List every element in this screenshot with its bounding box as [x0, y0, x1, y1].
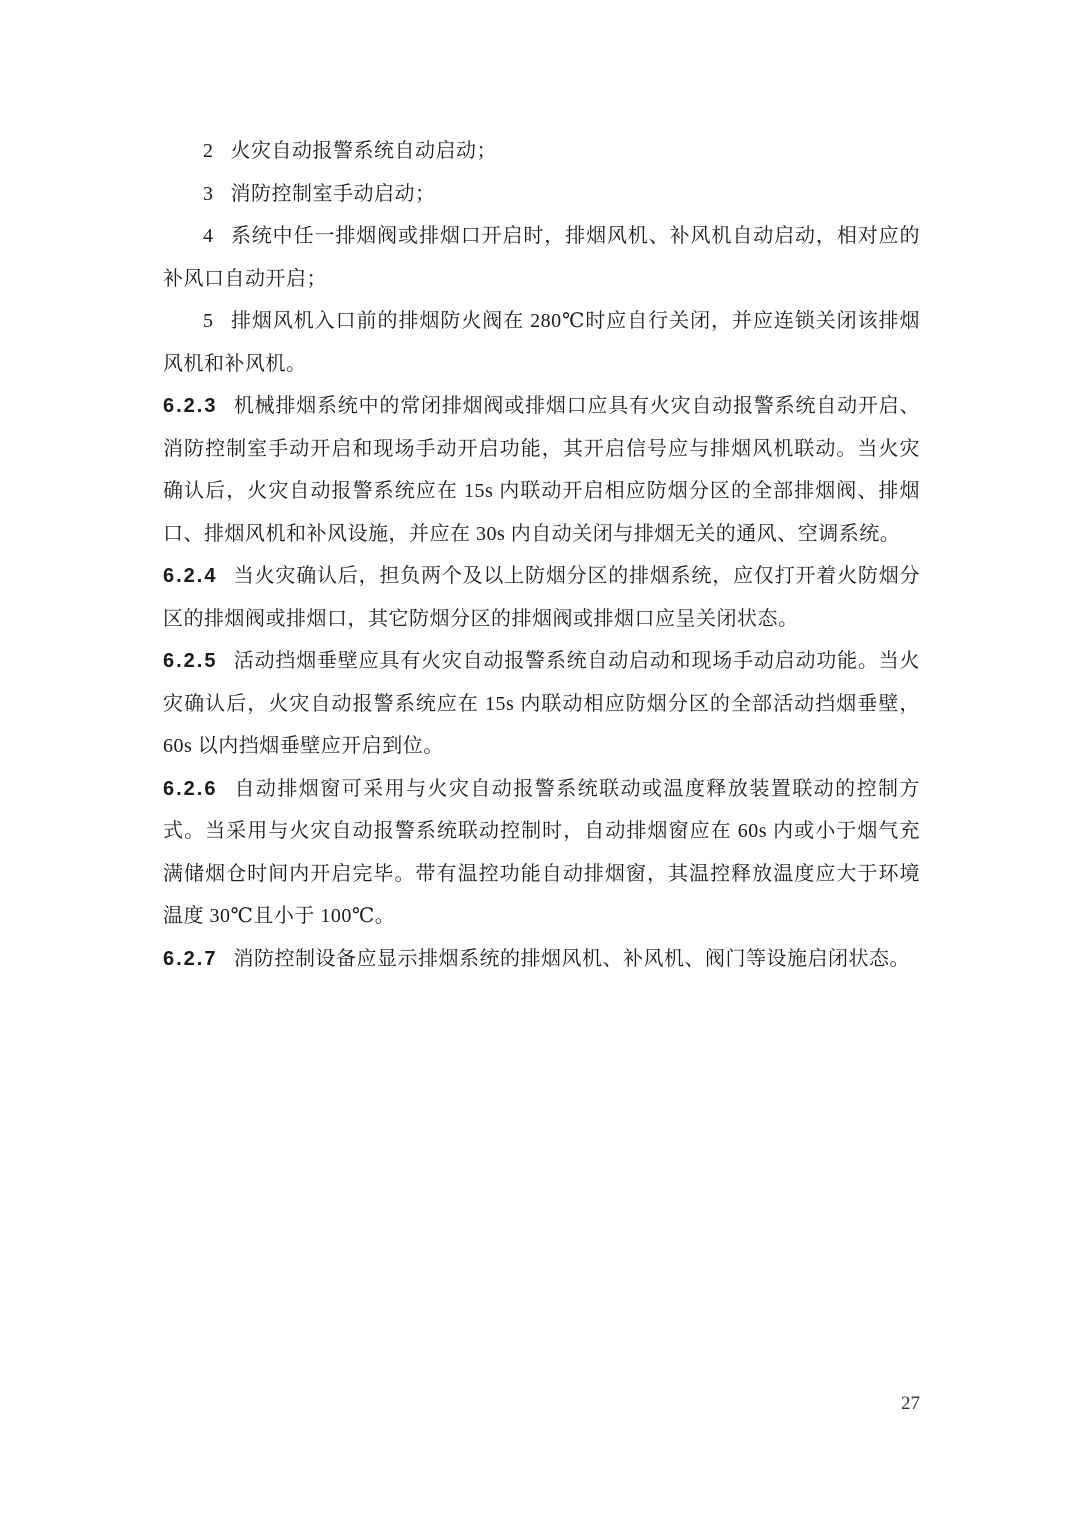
section-number: 6.2.5	[163, 650, 218, 672]
page-footer	[163, 1393, 920, 1415]
section-number: 6.2.6	[163, 777, 218, 800]
section-text: 自动排烟窗可采用与火灾自动报警系统联动或温度释放装置联动的控制方式。当采用与火灾自动报警系统联动控制时，自动排烟窗应在 60s 内或小于烟气充满储烟仓时间内开启完毕。带有温控功能自动排烟窗，其温控释放温度应大于环境温度 30℃且小于 100℃。	[163, 777, 920, 927]
clause-item-text: 排烟风机入口前的排烟防火阀在 280℃时应自行关闭，并应连锁关闭该排烟风机和补风机。	[163, 310, 920, 375]
clause-item	[163, 300, 920, 385]
clause-item-number: 4	[203, 225, 214, 247]
clause-item	[163, 130, 920, 173]
clause-item-number: 3	[203, 182, 214, 205]
section-paragraph	[163, 555, 920, 640]
section-paragraph	[163, 640, 920, 768]
section-number: 6.2.3	[163, 395, 218, 417]
section-paragraph	[163, 768, 920, 938]
section-number: 6.2.7	[163, 947, 218, 970]
section-text: 活动挡烟垂壁应具有火灾自动报警系统自动启动和现场手动启动功能。当火灾确认后，火灾自动报警系统应在 15s 内联动相应防烟分区的全部活动挡烟垂壁，60s 以内挡烟垂壁应开启到位。	[163, 650, 920, 757]
section-text: 消防控制设备应显示排烟系统的排烟风机、补风机、阀门等设施启闭状态。	[233, 947, 910, 970]
section-text: 当火灾确认后，担负两个及以上防烟分区的排烟系统，应仅打开着火防烟分区的排烟阀或排烟口，其它防烟分区的排烟阀或排烟口应呈关闭状态。	[163, 565, 920, 630]
clause-item-text: 火灾自动报警系统自动启动；	[230, 140, 497, 162]
clause-item	[163, 215, 920, 300]
clause-item-number: 2	[203, 140, 214, 162]
clause-item-text: 消防控制室手动启动；	[230, 182, 436, 205]
document-body	[163, 130, 920, 980]
clause-item-number: 5	[203, 310, 214, 332]
section-paragraph	[163, 938, 920, 981]
page-number: 27	[901, 1393, 920, 1414]
section-number: 6.2.4	[163, 565, 218, 587]
clause-item	[163, 173, 920, 216]
section-paragraph	[163, 385, 920, 555]
section-text: 机械排烟系统中的常闭排烟阀或排烟口应具有火灾自动报警系统自动开启、消防控制室手动开启和现场手动开启功能，其开启信号应与排烟风机联动。当火灾确认后，火灾自动报警系统应在 15s 内联动开启相应防烟分区的全部排烟阀、排烟口、排烟风机和补风设施，并应在 30s 内自动关闭与排烟无关的通风、空调系统。	[163, 395, 920, 545]
clause-item-text: 系统中任一排烟阀或排烟口开启时，排烟风机、补风机自动启动，相对应的补风口自动开启；	[163, 225, 920, 290]
